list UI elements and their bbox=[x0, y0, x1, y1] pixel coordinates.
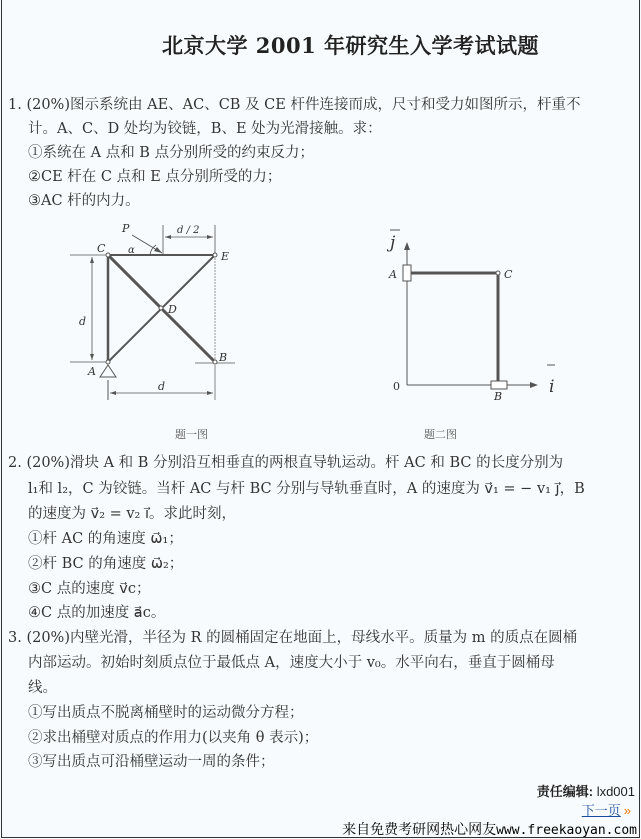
label-d-horizontal: d bbox=[158, 380, 166, 393]
q1-line: 1. (20%)图示系统由 AE、AC、CB 及 CE 杆件连接而成，尺寸和受力如图所示，杆重不 bbox=[8, 97, 581, 113]
label-i-unit-vector: i bbox=[549, 377, 555, 397]
source-text: 来自免费考研网热心网友 bbox=[342, 821, 497, 837]
source-attribution bbox=[342, 821, 637, 839]
label-A: A bbox=[88, 365, 96, 378]
figure2-slider-diagram bbox=[380, 220, 570, 405]
q2-line: ③C 点的速度 v⃗c； bbox=[28, 581, 151, 597]
source-url: www.freekaoyan.com bbox=[496, 823, 637, 838]
q1-line: ③AC 杆的内力。 bbox=[28, 193, 140, 209]
next-page-label[interactable]: 下一页 bbox=[581, 803, 621, 818]
editor-label: 责任编辑: bbox=[536, 784, 594, 799]
editor-credit bbox=[537, 784, 635, 799]
q2-line: 的速度为 v⃗₂ = v₂ i⃗。求此时刻， bbox=[28, 506, 237, 522]
label-B: B bbox=[219, 351, 228, 364]
q3-line: 3. (20%)内壁光滑，半径为 R 的圆桶固定在地面上，母线水平。质量为 m 的质点在圆桶 bbox=[8, 630, 578, 646]
editor-name: lxd001 bbox=[596, 784, 635, 799]
label-D: D bbox=[168, 303, 177, 316]
q2-line: ④C 点的加速度 a⃗c。 bbox=[28, 605, 166, 621]
q3-line: ②求出桶壁对质点的作用力(以夹角 θ 表示)； bbox=[28, 730, 319, 746]
figure2-caption: 题二图 bbox=[424, 428, 457, 441]
label-B: B bbox=[494, 390, 503, 403]
q1-line: 计。A、C、D 处均为铰链，B、E 处为光滑接触。求： bbox=[28, 121, 382, 137]
q1-line: ①系统在 A 点和 B 点分别所受的约束反力； bbox=[28, 145, 315, 161]
q3-line: 内部运动。初始时刻质点位于最低点 A，速度大小于 v₀。水平向右，垂直于圆桶母 bbox=[28, 655, 555, 671]
label-j-unit-vector: j bbox=[390, 233, 396, 253]
q2-line: ②杆 BC 的角速度 ω⃗₂； bbox=[28, 556, 184, 572]
label-C: C bbox=[504, 268, 513, 281]
q2-line: ①杆 AC 的角速度 ω⃗₁； bbox=[28, 531, 183, 547]
label-alpha: α bbox=[128, 245, 135, 256]
q1-line: ②CE 杆在 C 点和 E 点分别所受的力； bbox=[28, 169, 282, 185]
q3-line: ①写出质点不脱离桶壁时的运动微分方程； bbox=[28, 705, 304, 721]
label-d-half: d / 2 bbox=[177, 225, 200, 236]
label-origin: 0 bbox=[393, 380, 400, 393]
figure1-truss-diagram bbox=[70, 215, 250, 415]
q2-line: 2. (20%)滑块 A 和 B 分别沿互相垂直的两根直导轨运动。杆 AC 和 BC 的长度分别为 bbox=[8, 455, 564, 471]
double-chevron-right-icon: » bbox=[623, 803, 631, 818]
q3-line: ③写出质点可沿桶壁运动一周的条件； bbox=[28, 754, 275, 770]
next-page-link[interactable] bbox=[582, 803, 631, 818]
label-E: E bbox=[221, 250, 230, 263]
label-P: P bbox=[122, 222, 130, 235]
page-title: 北京大学 2001 年研究生入学考试试题 bbox=[161, 33, 540, 58]
figure1-caption: 题一图 bbox=[175, 428, 208, 441]
q3-line: 线。 bbox=[28, 680, 57, 696]
label-C: C bbox=[97, 242, 106, 255]
label-A: A bbox=[389, 268, 397, 281]
q2-line: l₁和 l₂，C 为铰链。当杆 AC 与杆 BC 分别与导轨垂直时，A 的速度为 v⃗₁ = − v₁ j⃗，B bbox=[28, 481, 585, 497]
label-d-vertical: d bbox=[79, 315, 87, 328]
